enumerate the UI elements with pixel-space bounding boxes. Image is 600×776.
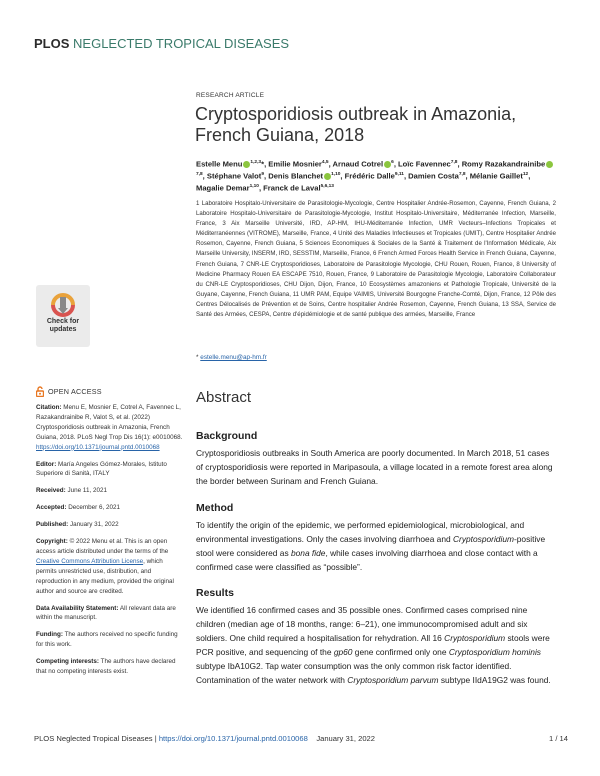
footer-journal: PLOS Neglected Tropical Diseases — [34, 734, 153, 743]
copyright-label: Copyright: — [36, 538, 68, 546]
badge-line-2: updates — [49, 326, 77, 333]
accepted — [36, 503, 184, 513]
funding-text: The authors received no specific funding for this work. — [36, 631, 178, 649]
data-availability-text: All relevant data are within the manuscript. — [36, 604, 176, 622]
check-for-updates-icon — [49, 293, 77, 317]
affiliations: 1 Laboratoire Hospitalo-Universitaire de Parasitologie-Mycologie, Centre Hospitalier Andrée-Rosemon, Cayenne, French Guiana, 2 Laboratoire Hospitalo-Universitaire de Parasitologie-Mycologie, Institut Hospitalo-Universitaire, Méditerranée Infection, Marseille, France, 3 Aix Marseille Université, IRD, AP-HM, IHU-Méditerranée Infection, UMR Vecteurs–Infections Tropicales et Méditerranéennes (VITROME), Marseille, France, 4 Unité des Maladies Infectieuses et Tropicales (UMIT), Centre Hospitalier Andrée Rosemon, Cayenne, French Guiana, 5 Sciences Economiques & Sociales de la Santé & Traitement de l'Information Médicale, Aix Marseille University, INSERM, IRD, SESSTIM, Marseille, France, 6 French Armed Forces Health Service in French Guiana, Cayenne, French Guiana, 7 CNR-LE Cryptosporidioses, Laboratoire de Parasitologie Mycologie, CHU Rouen, Rouen, France, 8 University of Medicine Pharmacy Rouen EA ESCAPE 7510, Rouen, France, 9 Laboratoire de Parasitologie Mycologie, Laboratoire Collaborateur du CNR-LE Cryptosporidioses, CHU Dijon, Dijon, France, 10 Ecosystèmes amazoniens et Pathologie Tropicale, Université de la Guyane, Cayenne, French Guiana, 11 UMR PAM, Equipe VAIMIS, Université Bourgogne Franche-Comté, Dijon, France, 12 Pôle des Centres Délocalisés de Prévention et de Soins, Centre hospitalier Andrée Rosemon, Cayenne, French Guiana, 13 SSA, Service de Santé des Armées, CESPA, Centre d'épidémiologie et de santé publique des armées, Marseille, France — [196, 200, 556, 319]
method-text — [196, 518, 558, 574]
funding — [36, 630, 184, 650]
competing-label: Competing interests: — [36, 658, 99, 666]
author-name[interactable]: , Emilie Mosnier — [264, 159, 322, 169]
competing-text: The authors have declared that no competing interests exist. — [36, 658, 176, 676]
citation-label: Citation: — [36, 404, 62, 411]
title-line-1: Cryptosporidiosis outbreak in Amazonia, — [195, 104, 517, 124]
author-name[interactable]: , Romy Razakandrainibe — [457, 159, 546, 169]
data-availability — [36, 604, 184, 624]
author-name[interactable]: Estelle Menu — [196, 159, 243, 169]
author-affil: 4,5 — [321, 160, 329, 165]
corresponding-email-link[interactable]: estelle.menu@ap-hm.fr — [200, 354, 267, 361]
method-italic-2: bona fide — [290, 548, 326, 558]
footer-left — [34, 734, 375, 743]
results-text-1: We identified 16 confirmed cases and 35 possible ones. Confirmed cases comprised nine children (median age of 18 months, range: 6–21), one immunocompromised adult and six soldiers. One child required a hospitalisation for rehydration. All 16 — [196, 605, 528, 643]
author-name[interactable]: , Loïc Favennec — [393, 159, 451, 169]
results-italic-3: Cryptosporidium hominis — [448, 647, 541, 657]
orcid-icon[interactable] — [546, 161, 553, 168]
results-text — [196, 603, 558, 687]
article-type: RESEARCH ARTICLE — [196, 92, 265, 99]
author-name[interactable]: , Stéphane Valot — [202, 171, 262, 181]
copyright-text-end: , which permits unrestricted use, distribution, and reproduction in any medium, provided the original author and source are credited. — [36, 557, 174, 595]
footer-date: January 31, 2022 — [316, 734, 375, 743]
results-heading: Results — [196, 587, 234, 599]
footer-doi-link[interactable]: https://doi.org/10.1371/journal.pntd.0010068 — [158, 734, 308, 743]
editor-label: Editor: — [36, 460, 57, 468]
funding-label: Funding: — [36, 631, 63, 639]
citation-doi-link[interactable]: https://doi.org/10.1371/journal.pntd.0010068 — [36, 443, 160, 451]
data-availability-label: Data Availability Statement: — [36, 604, 119, 612]
copyright — [36, 537, 184, 596]
page-footer — [34, 734, 568, 743]
article-metadata-sidebar — [36, 386, 184, 684]
open-access-label — [36, 386, 184, 397]
published-date: January 31, 2022 — [69, 521, 119, 529]
accepted-date: December 6, 2021 — [68, 504, 121, 512]
title-line-2: French Guiana, 2018 — [195, 125, 365, 145]
citation-text: Menu E, Mosnier E, Cotrel A, Favennec L, Razakandrainibe R, Valot S, et al. (2022) Cryptosporidiosis outbreak in Amazonia, French Guiana, 2018. PLoS Negl Trop Dis 16(1): e0010068. — [36, 404, 183, 441]
page-number: 1 / 14 — [549, 734, 568, 743]
author-name[interactable]: , Arnaud Cotrel — [328, 159, 384, 169]
author-name[interactable]: , Denis Blanchet — [264, 171, 324, 181]
author-name[interactable]: , Magalie Demar — [196, 171, 531, 193]
author-affil: 7,8 — [458, 172, 466, 178]
check-for-updates-badge[interactable] — [36, 285, 90, 347]
badge-line-1: Check for — [46, 318, 80, 325]
method-text-1: To identify the origin of the epidemic, we performed epidemiological, microbiological, and environmental investigations. Only the cases involving diarrhoea and — [196, 520, 525, 544]
published-label: Published: — [36, 521, 69, 529]
published — [36, 520, 184, 530]
author-name[interactable]: , Frédéric Dalle — [340, 171, 395, 181]
journal-name: NEGLECTED TROPICAL DISEASES — [73, 36, 290, 51]
results-text-2: stools were PCR positive, and sequencing of the — [196, 633, 550, 657]
article-title — [195, 104, 555, 146]
results-text-5: subtype IIdA19G2 was found. — [438, 675, 551, 685]
corresponding-author: * estelle.menu@ap-hm.fr — [196, 354, 267, 361]
author-affil: 6 — [391, 160, 394, 165]
author-affil: 1,10 — [249, 184, 259, 190]
results-text-4: subtype IbA10G2. Tap water consumption was the only common risk factor identified. Contamination of the water network with — [196, 661, 512, 685]
method-italic-1: Cryptosporidium — [452, 534, 514, 544]
license-link[interactable]: Creative Commons Attribution License — [36, 557, 144, 565]
author-affil: 12 — [522, 172, 529, 178]
received-label: Received: — [36, 487, 66, 495]
plos-logo-text: PLOS — [34, 36, 70, 51]
author-affil: 5,6,13 — [320, 184, 334, 190]
author-name[interactable]: , Mélanie Gaillet — [465, 171, 523, 181]
received-date: June 11, 2021 — [67, 487, 107, 495]
journal-header — [34, 36, 289, 51]
editor-text: María Angeles Gómez-Morales, Istituto Superiore di Sanità, ITALY — [36, 460, 167, 478]
author-list: Estelle Menu $^{1,2,3}$*, Emilie Mosnier$^{4,5}$, Arnaud Cotrel $^6$, Loïc Favennec$^{7,8}$, Romy Razakandrainibe$^{7,8}$, Stéphane Valot$^9$, Denis Blanchet $^{1,10}$, Frédéric Dalle$^{9,11}$, Damien Costa$^{7,8}$, Mélanie Gaillet$^{12}$, Magalie Demar$^{1,10}$, Franck de Laval$^{5,6,13}$ — [196, 158, 556, 194]
results-italic-2: gp60 — [333, 647, 353, 657]
author-name[interactable]: , Franck de Laval — [258, 183, 321, 193]
author-affil: 7,8 — [196, 172, 203, 178]
results-text-3: gene confirmed only one — [352, 647, 449, 657]
results-italic-4: Cryptosporidium parvum — [347, 675, 439, 685]
accepted-label: Accepted: — [36, 504, 67, 512]
results-italic-1: Cryptosporidium — [444, 633, 506, 643]
open-access-lock-icon — [36, 386, 44, 397]
author-affil: 1,10 — [331, 172, 341, 178]
copyright-text: © 2022 Menu et al. This is an open access article distributed under the terms of the — [36, 538, 169, 555]
author-affil: 1,2,3 — [250, 160, 262, 165]
background-text: Cryptosporidiosis outbreaks in South America are poorly documented. In March 2018, 51 cases of cryptosporidiosis were reported in Maripasoula, a village located in a remote forest area along the border between Surinam and French Guiana. — [196, 448, 553, 486]
method-text-3: , while cases involving diarrhoea and close contact with a confirmed case were classified as “possible”. — [196, 548, 538, 572]
badge-label — [36, 318, 90, 334]
citation — [36, 403, 184, 453]
open-access-text: OPEN ACCESS — [48, 386, 102, 396]
author-affil: 9,11 — [394, 172, 404, 178]
competing-interests — [36, 657, 184, 677]
method-text-2: -positive stool were considered as — [196, 534, 546, 558]
author-affil: 7,8 — [450, 160, 458, 165]
author-affil: 9 — [261, 172, 264, 178]
abstract-heading: Abstract — [196, 389, 252, 406]
received — [36, 486, 184, 496]
background-heading: Background — [196, 430, 258, 442]
footer-separator: | — [152, 734, 159, 743]
editor — [36, 460, 184, 480]
method-heading: Method — [196, 502, 234, 514]
author-name[interactable]: , Damien Costa — [403, 171, 459, 181]
